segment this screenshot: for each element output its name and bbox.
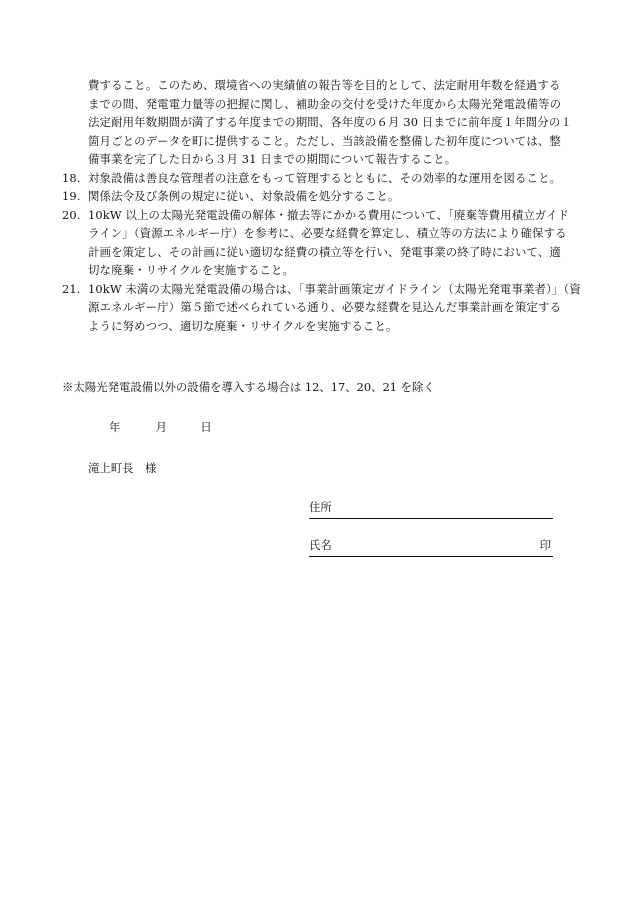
item-number: 21. xyxy=(62,281,81,296)
body-line: までの間、発電電力量等の把握に関し、補助金の交付を受けた年度から太陽光発電設備等の xyxy=(88,96,562,111)
exclusion-note: ※太陽光発電設備以外の設備を導入する場合は 12、17、20、21 を除く xyxy=(62,380,435,394)
list-item-21: 21. 10kW 未満の太陽光発電設備の場合は、「事業計画策定ガイドライン（太陽光発電事業者）」（資 xyxy=(62,280,582,299)
body-line: 切な廃棄・リサイクルを実施すること。 xyxy=(88,263,295,277)
item-number: 18. xyxy=(62,170,81,185)
body-line: 源エネルギー庁）第５節で述べられている通り、必要な経費を見込んだ事業計画を策定する xyxy=(88,300,562,314)
list-item-20: 20. 10kW 以上の太陽光発電設備の解体・撤去等にかかる費用について、「廃棄等費用積立ガイド xyxy=(62,206,582,225)
year-label: 年 xyxy=(109,420,121,434)
address-field[interactable] xyxy=(309,498,553,519)
body-line: ように努めつつ、適切な廃棄・リサイクルを実施すること。 xyxy=(88,318,398,333)
name-field[interactable] xyxy=(309,536,553,557)
body-line: 備事業を完了した日から３月 31 日までの期間について報告すること。 xyxy=(88,152,457,166)
addressee: 滝上町長 様 xyxy=(88,461,157,475)
month-label: 月 xyxy=(155,420,168,434)
date-line xyxy=(109,418,212,436)
body-line: ライン」（資源エネルギー庁）を参考に、必要な経費を算定し、積立等の方法により確保する xyxy=(88,226,567,240)
body-line: 計画を策定し、その計画に従い適切な経費の積立等を行い、発電事業の終了時において、適 xyxy=(88,244,561,259)
name-label: 氏名 xyxy=(309,538,332,552)
seal-mark: 印 xyxy=(539,538,551,552)
day-label: 日 xyxy=(200,420,212,434)
body-line: 法定耐用年数期間が満了する年度までの期間、各年度の６月 30 日までに前年度１年間分の１ xyxy=(88,115,572,129)
body-line: 箇月ごとのデータを町に提供すること。ただし、当該設備を整備した初年度については、整 xyxy=(88,133,561,148)
address-label: 住所 xyxy=(309,500,332,514)
item-number: 20. xyxy=(62,207,81,222)
list-item-18: 18. 対象設備は善良な管理者の注意をもって管理するとともに、その効率的な運用を図ること。 xyxy=(62,169,582,188)
body-line: 費すること。このため、環境省への実績値の報告等を目的として、法定耐用年数を経過する xyxy=(88,78,561,92)
item-number: 19. xyxy=(62,189,81,203)
pledge-body xyxy=(62,76,582,335)
list-item-19: 19. 関係法令及び条例の規定に従い、対象設備を処分すること。 xyxy=(62,187,582,206)
